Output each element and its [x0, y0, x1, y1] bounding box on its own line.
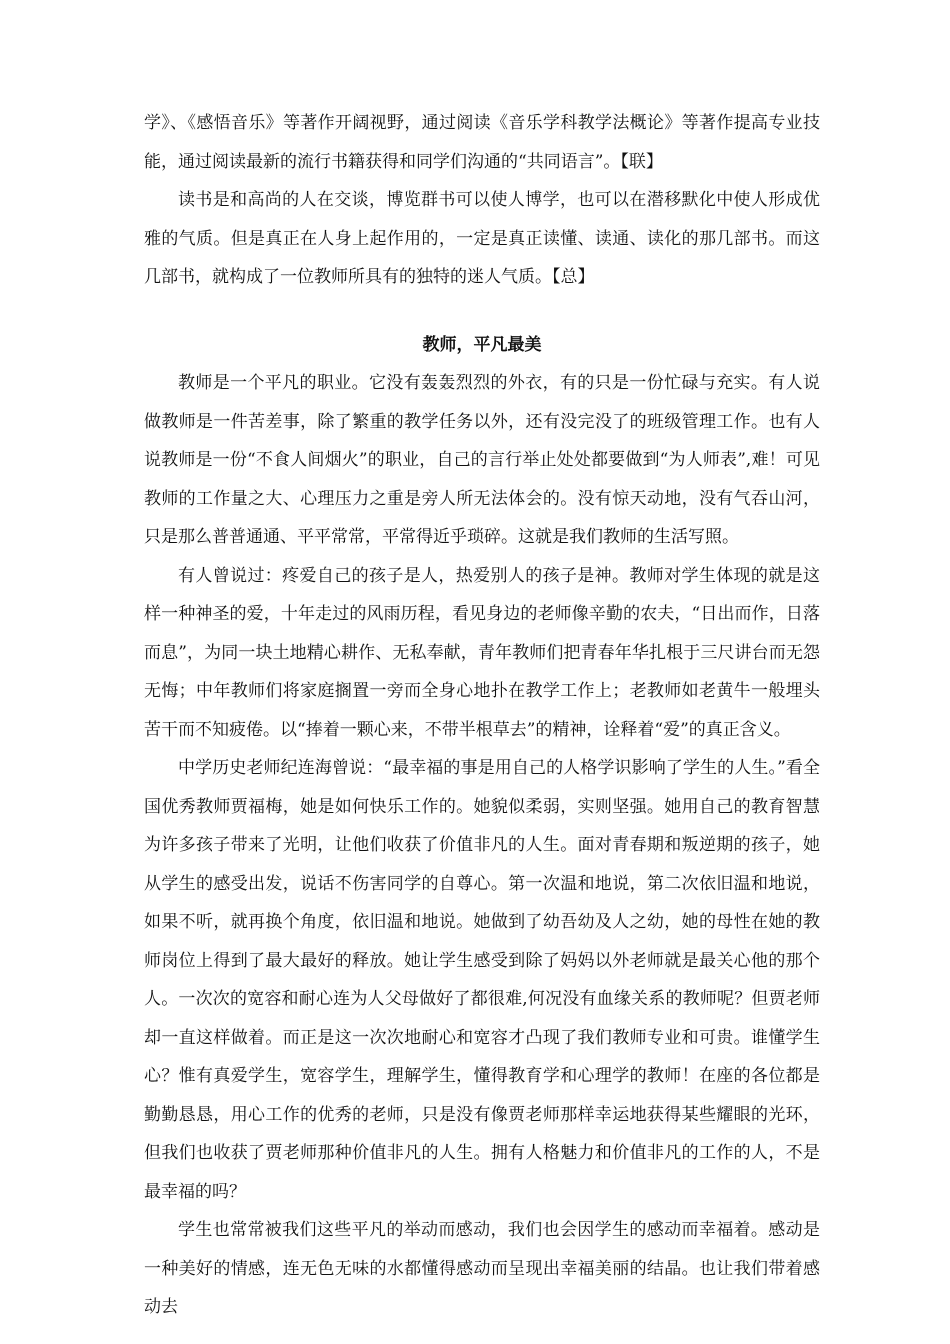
article-paragraph-4: 学生也常常被我们这些平凡的举动而感动，我们也会因学生的感动而幸福着。感动是一种美好的情感，连无色无味的水都懂得感动而呈现出幸福美丽的结晶。也让我们带着感动去 [144, 1220, 820, 1317]
paragraph-summary: 读书是和高尚的人在交谈，博览群书可以使人博学，也可以在潜移默化中使人形成优雅的气质。但是真正在人身上起作用的，一定是真正读懂、读通、读化的那几部书。而这几部书，就构成了一位教师所具有的独特的迷人气质。【总】 [144, 190, 820, 287]
previous-article-ending [144, 104, 820, 297]
article-paragraph-3: 中学历史老师纪连海曾说：“最幸福的事是用自己的人格学识影响了学生的人生。”看全国优秀教师贾福梅，她是如何快乐工作的。她貌似柔弱，实则坚强。她用自己的教育智慧为许多孩子带来了光明，让他们收获了价值非凡的人生。面对青春期和叛逆期的孩子，她从学生的感受出发，说话不伤害同学的自尊心。第一次温和地说，第二次依旧温和地说，如果不听，就再换个角度，依旧温和地说。她做到了幼吾幼及人之幼，她的母性在她的教师岗位上得到了最大最好的释放。她让学生感受到除了妈妈以外老师就是最关心他的那个人。一次次的宽容和耐心连为人父母做好了都很难,何况没有血缘关系的教师呢？但贾老师却一直这样做着。而正是这一次次地耐心和宽容才凸现了我们教师专业和可贵。谁懂学生心？惟有真爱学生，宽容学生，理解学生，懂得教育学和心理学的教师！在座的各位都是勤勤恳恳，用心工作的优秀的老师，只是没有像贾老师那样幸运地获得某些耀眼的光环，但我们也收获了贾老师那种价值非凡的人生。拥有人格魅力和价值非凡的工作的人，不是最幸福的吗？ [144, 758, 820, 1202]
article-body [144, 364, 820, 1327]
article-title: 教师，平凡最美 [422, 335, 542, 355]
article-paragraph-1: 教师是一个平凡的职业。它没有轰轰烈烈的外衣，有的只是一份忙碌与充实。有人说做教师是一件苦差事，除了繁重的教学任务以外，还有没完没了的班级管理工作。也有人说教师是一份“不食人间烟火”的职业，自己的言行举止处处都要做到“为人师表”,难！可见教师的工作量之大、心理压力之重是旁人所无法体会的。没有惊天动地，没有气吞山河，只是那么普普通通、平平常常，平常得近乎琐碎。这就是我们教师的生活写照。 [144, 373, 820, 547]
paragraph-connect: 学》、《感悟音乐》等著作开阔视野，通过阅读《音乐学科教学法概论》等著作提高专业技能，通过阅读最新的流行书籍获得和同学们沟通的“共同语言”。【联】 [144, 113, 820, 172]
article-paragraph-2: 有人曾说过：疼爱自己的孩子是人，热爱别人的孩子是神。教师对学生体现的就是这样一种神圣的爱，十年走过的风雨历程，看见身边的老师像辛勤的农夫，“日出而作，日落而息”，为同一块土地精心耕作、无私奉献，青年教师们把青春年华扎根于三尺讲台而无怨无悔；中年教师们将家庭搁置一旁而全身心地扑在教学工作上；老教师如老黄牛一般埋头苦干而不知疲倦。以“捧着一颗心来，不带半根草去”的精神，诠释着“爱”的真正含义。 [144, 565, 820, 740]
